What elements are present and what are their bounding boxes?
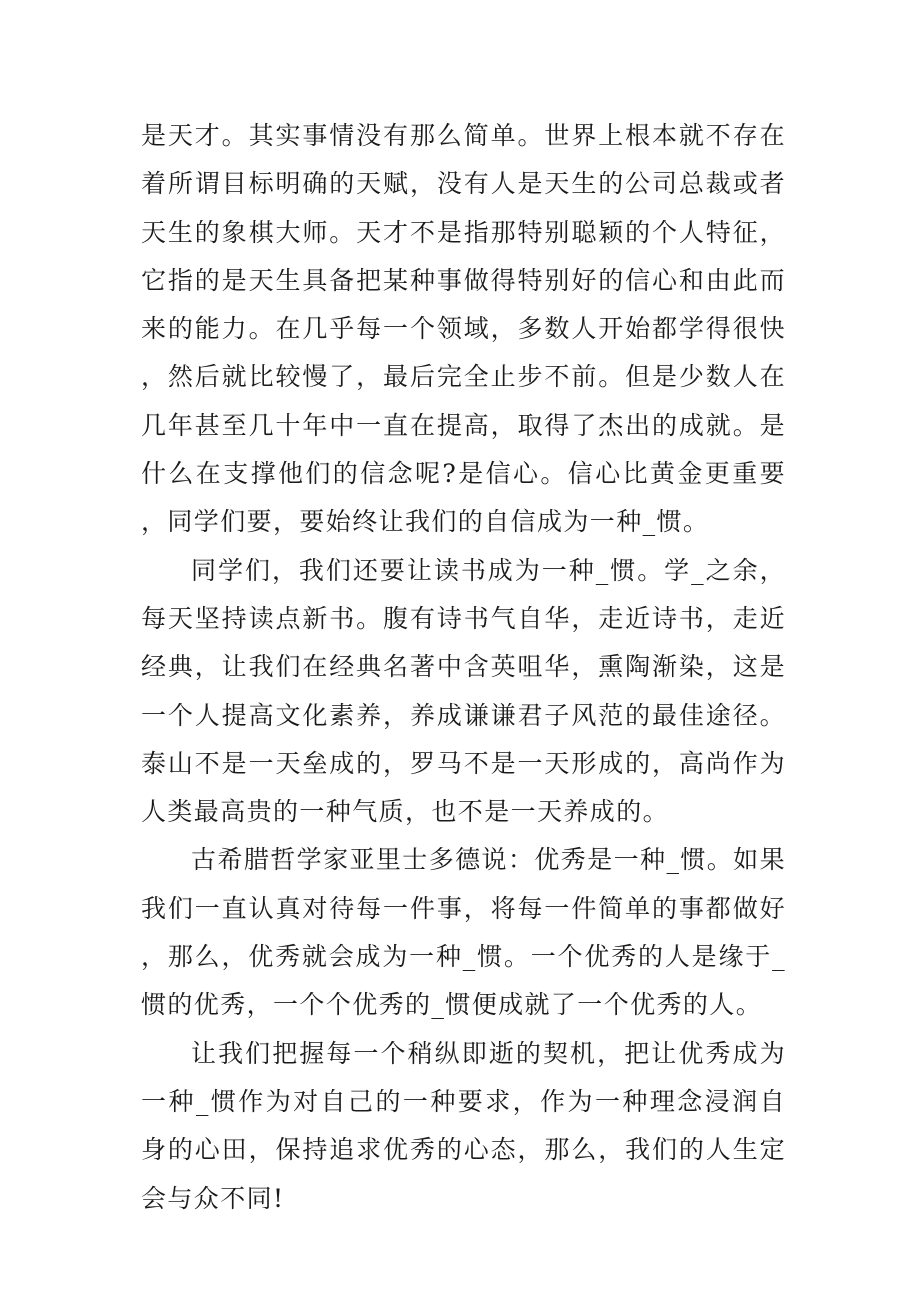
document-body — [141, 112, 786, 1223]
paragraph-aristotle: 古希腊哲学家亚里士多德说：优秀是一种_惯。如果我们一直认真对待每一件事，将每一件简单的事都做好，那么，优秀就会成为一种_惯。一个优秀的人是缘于_惯的优秀，一个个优秀的_惯便成就了一个优秀的人。 — [141, 845, 786, 1020]
paragraph-reading: 同学们，我们还要让读书成为一种_惯。学_之余，每天坚持读点新书。腹有诗书气自华，走近诗书，走近经典，让我们在经典名著中含英咀华，熏陶渐染，这是一个人提高文化素养，养成谦谦君子风范的最佳途径。泰山不是一天垒成的，罗马不是一天形成的，高尚作为人类最高贵的一种气质，也不是一天养成的。 — [141, 555, 786, 827]
paragraph-conclusion: 让我们把握每一个稍纵即逝的契机，把让优秀成为一种_惯作为对自己的一种要求，作为一种理念浸润自身的心田，保持追求优秀的心态，那么，我们的人生定会与众不同! — [141, 1038, 786, 1213]
paragraph-confidence: 是天才。其实事情没有那么简单。世界上根本就不存在着所谓目标明确的天赋，没有人是天生的公司总裁或者天生的象棋大师。天才不是指那特别聪颖的个人特征，它指的是天生具备把某种事做得特别好的信心和由此而来的能力。在几乎每一个领域，多数人开始都学得很快，然后就比较慢了，最后完全止步不前。但是少数人在几年甚至几十年中一直在提高，取得了杰出的成就。是什么在支撑他们的信念呢?是信心。信心比黄金更重要，同学们要，要始终让我们的自信成为一种_惯。 — [141, 121, 786, 537]
